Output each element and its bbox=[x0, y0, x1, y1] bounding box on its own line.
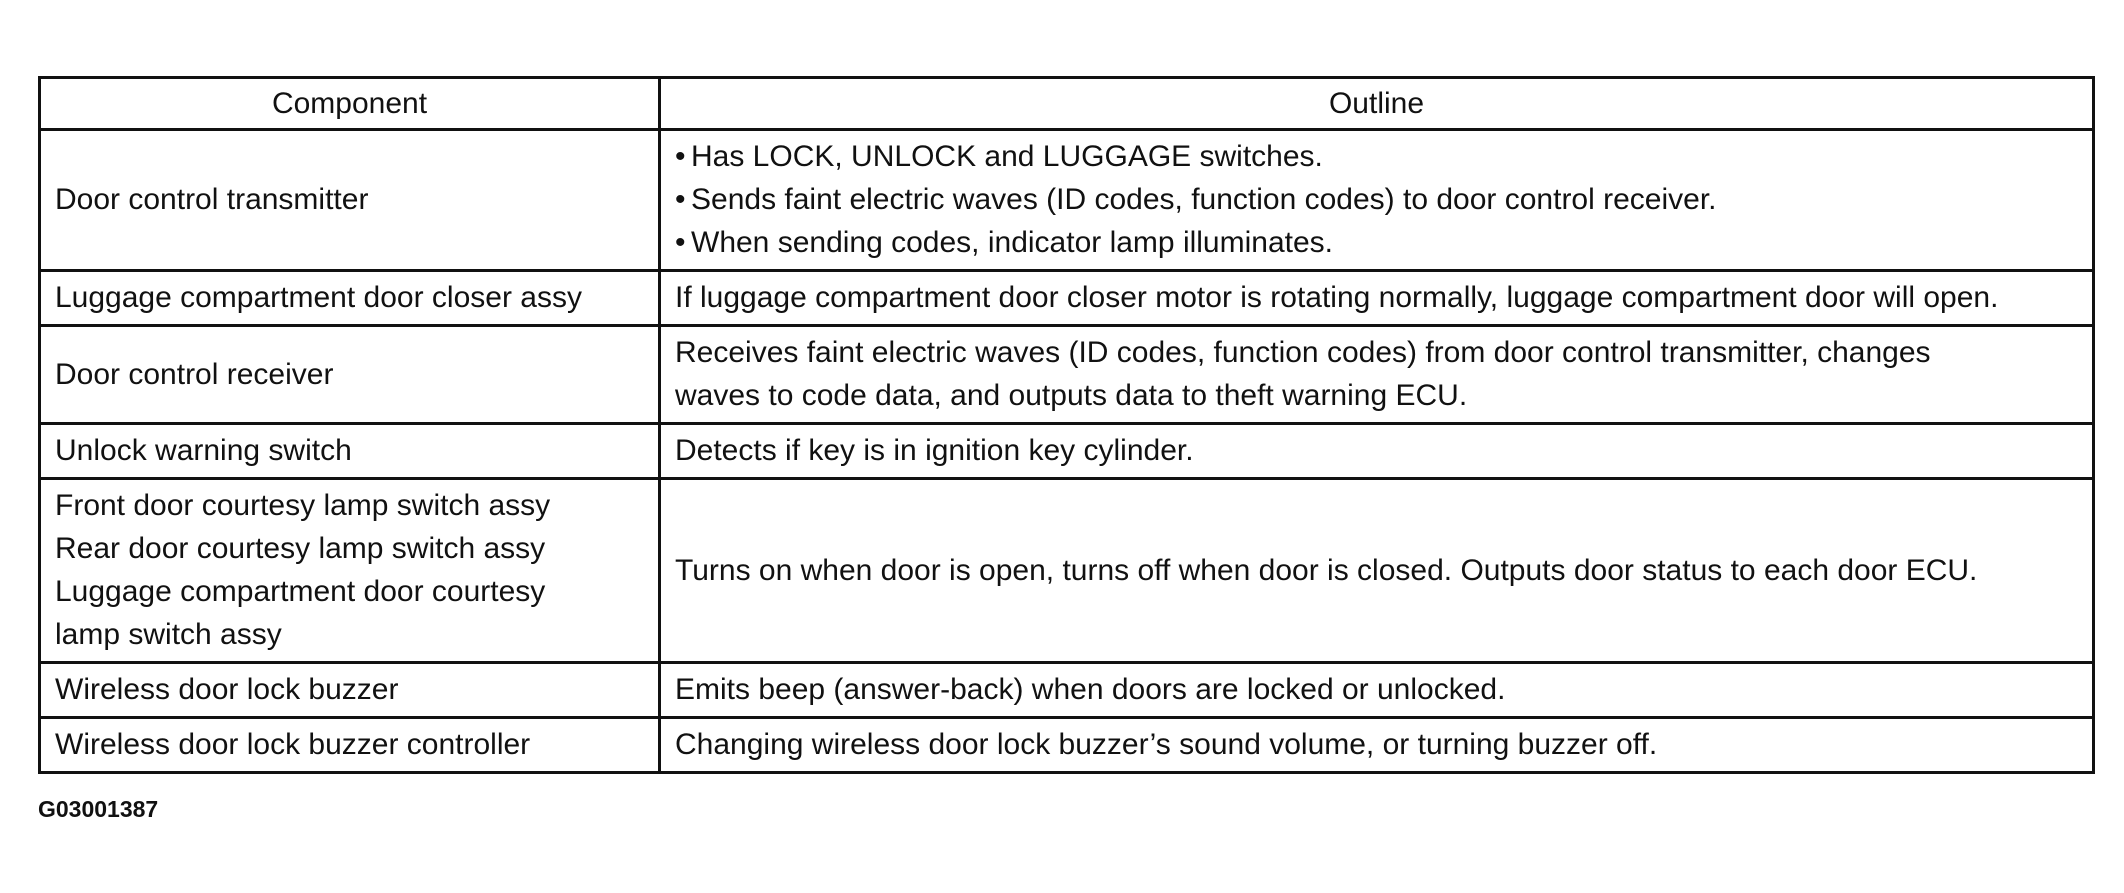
outline-text: Turns on when door is open, turns off when door is closed. Outputs door status to each door ECU. bbox=[675, 553, 1978, 587]
outline-cell bbox=[660, 718, 2094, 773]
table-header-row bbox=[40, 78, 2094, 130]
component-cell bbox=[40, 663, 660, 718]
bullet-text: Has LOCK, UNLOCK and LUGGAGE switches. bbox=[691, 140, 1323, 173]
table-row bbox=[40, 326, 2094, 424]
table-row bbox=[40, 718, 2094, 773]
bullet-text: When sending codes, indicator lamp illuminates. bbox=[691, 226, 1333, 259]
component-cell bbox=[40, 479, 660, 663]
figure-id: G03001387 bbox=[38, 796, 159, 822]
component-cell bbox=[40, 326, 660, 424]
outline-text: If luggage compartment door closer motor is rotating normally, luggage compartment door will open. bbox=[675, 281, 1999, 314]
component-text: Door control receiver bbox=[55, 357, 334, 391]
bullet-item bbox=[675, 178, 2078, 221]
outline-cell bbox=[660, 130, 2094, 271]
component-text: Luggage compartment door courtesy bbox=[55, 575, 546, 608]
component-text: Unlock warning switch bbox=[55, 434, 352, 467]
component-cell bbox=[40, 271, 660, 326]
component-cell bbox=[40, 718, 660, 773]
component-outline-table bbox=[38, 76, 2095, 774]
outline-cell bbox=[660, 663, 2094, 718]
table-row bbox=[40, 479, 2094, 663]
header-component: Component bbox=[40, 78, 660, 130]
outline-cell bbox=[660, 271, 2094, 326]
bullet-item bbox=[675, 221, 2078, 264]
bullet-icon: • bbox=[675, 183, 686, 216]
outline-cell bbox=[660, 424, 2094, 479]
component-text: Rear door courtesy lamp switch assy bbox=[55, 532, 546, 565]
component-cell bbox=[40, 424, 660, 479]
outline-text: Emits beep (answer-back) when doors are locked or unlocked. bbox=[675, 673, 1506, 706]
outline-cell bbox=[660, 479, 2094, 663]
component-text: Door control transmitter bbox=[55, 183, 369, 216]
bullet-text: Sends faint electric waves (ID codes, function codes) to door control receiver. bbox=[691, 183, 1717, 216]
outline-text: Changing wireless door lock buzzer’s sound volume, or turning buzzer off. bbox=[675, 728, 1658, 761]
table-row bbox=[40, 271, 2094, 326]
table-row bbox=[40, 130, 2094, 271]
component-text: Wireless door lock buzzer bbox=[55, 673, 399, 706]
component-cell bbox=[40, 130, 660, 271]
component-text: Luggage compartment door closer assy bbox=[55, 281, 582, 314]
component-text: Front door courtesy lamp switch assy bbox=[55, 489, 551, 522]
outline-text: Detects if key is in ignition key cylinder. bbox=[675, 434, 1194, 467]
header-outline: Outline bbox=[660, 78, 2094, 130]
bullet-item bbox=[675, 135, 2078, 178]
outline-text: Receives faint electric waves (ID codes, function codes) from door control transmitter, changes bbox=[675, 336, 1931, 369]
outline-text: waves to code data, and outputs data to theft warning ECU. bbox=[675, 379, 1468, 412]
component-text: lamp switch assy bbox=[55, 618, 282, 651]
component-text: Wireless door lock buzzer controller bbox=[55, 728, 531, 761]
table-row bbox=[40, 663, 2094, 718]
table-row bbox=[40, 424, 2094, 479]
component-outline-table-container bbox=[38, 76, 2092, 774]
outline-cell bbox=[660, 326, 2094, 424]
bullet-icon: • bbox=[675, 226, 686, 259]
bullet-icon: • bbox=[675, 140, 686, 173]
